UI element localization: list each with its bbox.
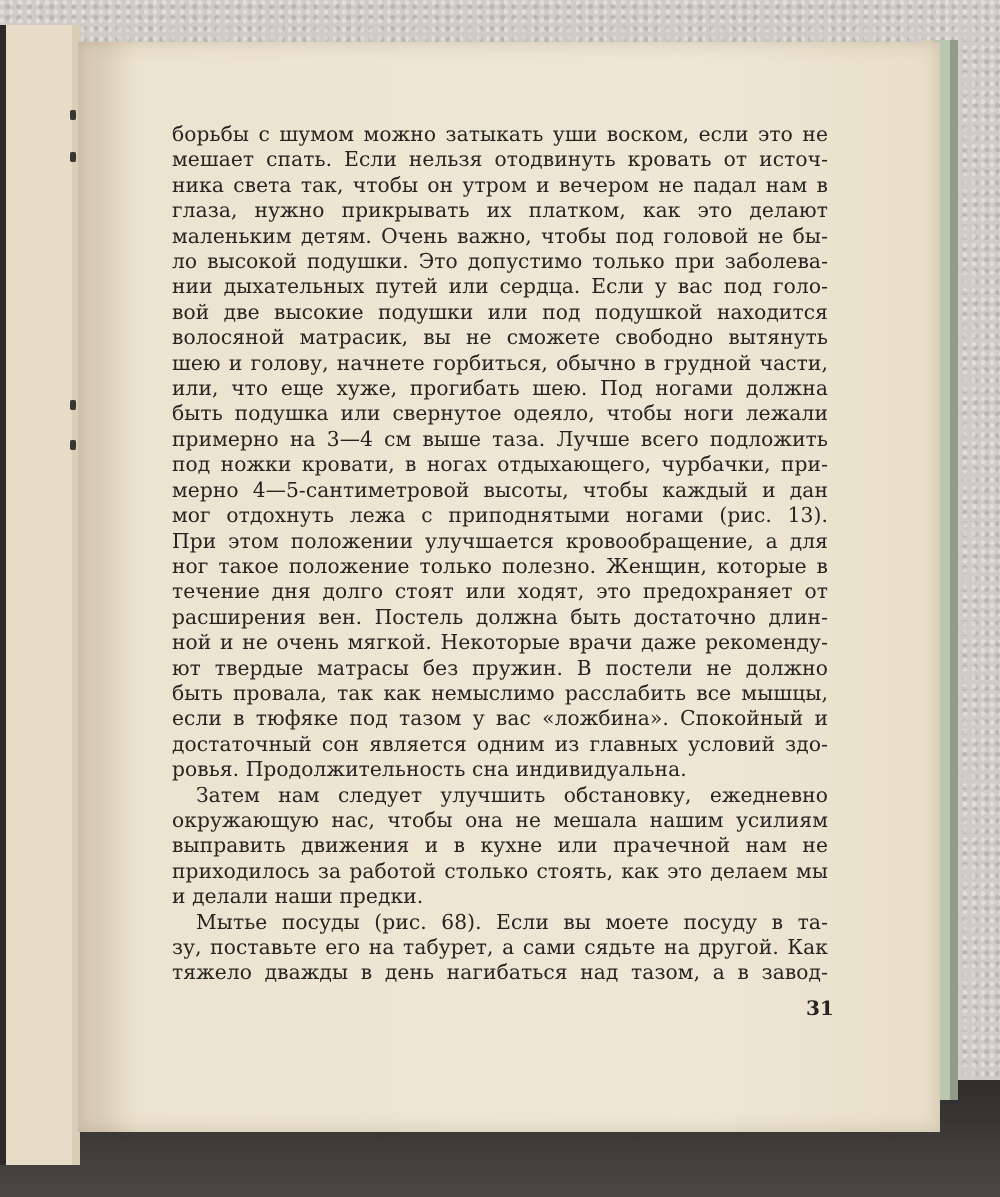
text-line: достаточный сон является одним из главных условий здо- xyxy=(172,731,828,756)
text-line: ют твердые матрасы без пружин. В постели не должно xyxy=(172,655,828,680)
binding-stitches xyxy=(66,110,82,450)
text-line: мог отдохнуть лежа с приподнятыми ногами (рис. 13). xyxy=(172,503,828,528)
text-line: под ножки кровати, в ногах отдыхающего, чурбачки, при- xyxy=(172,452,828,477)
text-line: глаза, нужно прикрывать их платком, как это делают xyxy=(172,198,828,223)
text-line: ло высокой подушки. Это допустимо только при заболева- xyxy=(172,249,828,274)
text-line: и делали наши предки. xyxy=(172,884,424,909)
text-line: выправить движения и в кухне или прачечной нам не xyxy=(172,833,828,858)
text-line: если в тюфяке под тазом у вас «ложбина». Спокойный и xyxy=(172,706,828,731)
text-line: тяжело дважды в день нагибаться над тазом, а в завод- xyxy=(172,960,828,985)
text-line: волосяной матрасик, вы не сможете свободно вытянуть xyxy=(172,325,828,350)
text-line: борьбы с шумом можно затыкать уши воском, если это не xyxy=(172,122,828,146)
text-line: мерно 4—5-сантиметровой высоты, чтобы каждый и дан xyxy=(172,477,828,502)
text-line: вой две высокие подушки или под подушкой находится xyxy=(172,299,828,324)
page-text xyxy=(172,122,828,986)
text-line: нии дыхательных путей или сердца. Если у вас под голо- xyxy=(172,274,828,299)
text-line: расширения вен. Постель должна быть достаточно длин- xyxy=(172,604,828,629)
text-line: ног такое положение только полезно. Женщин, которые в xyxy=(172,553,828,578)
text-line: шею и голову, начнете горбиться, обычно в грудной части, xyxy=(172,350,828,375)
text-line: Затем нам следует улучшить обстановку, ежедневно xyxy=(196,782,828,807)
text-line: ровья. Продолжительность сна индивидуальна. xyxy=(172,757,687,782)
text-line: быть провала, так как немыслимо расслабить все мышцы, xyxy=(172,680,828,705)
text-line: окружающую нас, чтобы она не мешала нашим усилиям xyxy=(172,807,828,832)
text-line: мешает спать. Если нельзя отодвинуть кровать от источ- xyxy=(172,147,828,172)
text-line: ника света так, чтобы он утром и вечером не падал нам в xyxy=(172,172,828,197)
text-line: быть подушка или свернутое одеяло, чтобы ноги лежали xyxy=(172,401,828,426)
text-line: маленьким детям. Очень важно, чтобы под головой не бы- xyxy=(172,223,828,248)
text-line: приходилось за работой столько стоять, как это делаем мы xyxy=(172,858,828,883)
page-number: 31 xyxy=(806,996,834,1020)
text-line: ной и не очень мягкой. Некоторые врачи даже рекоменду- xyxy=(172,630,828,655)
text-line: примерно на 3—4 см выше таза. Лучше всего подложить xyxy=(172,426,828,451)
text-line: зу, поставьте его на табурет, а сами сядьте на другой. Как xyxy=(172,935,828,959)
text-line: течение дня долго стоят или ходят, это предохраняет от xyxy=(172,579,828,604)
text-line: Мытье посуды (рис. 68). Если вы моете посуду в та- xyxy=(196,909,828,934)
text-line: При этом положении улучшается кровообращение, а для xyxy=(172,528,828,553)
text-line: или, что еще хуже, прогибать шею. Под ногами должна xyxy=(172,376,828,401)
